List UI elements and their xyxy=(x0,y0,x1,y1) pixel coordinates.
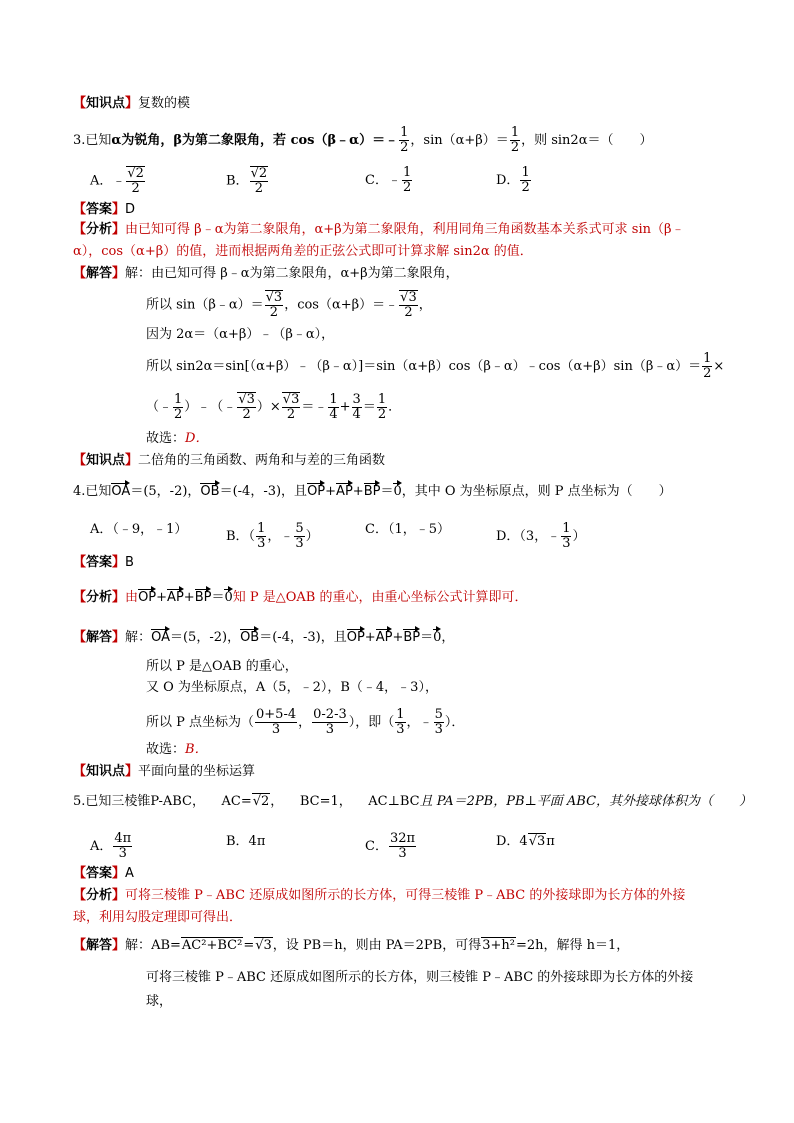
q3-solution-5: （﹣ $\frac{1}{2}$ ）﹣（﹣ $\frac{√3}{2}$ ）× $\frac{√3}{2}$ ＝﹣ $\frac{1}{4}$ + $\frac{3}{4}$ ＝ $\frac{1}{2}$ ． xyxy=(146,391,402,422)
q3-solution-2: 所以 sin（β﹣α）＝ $\frac{√3}{2}$ ，cos（α+β）＝﹣ $\frac{√3}{2}$ ， xyxy=(146,290,432,320)
q3-answer: D xyxy=(125,202,136,217)
q3-option-d: D． $\frac{1}{2}$ xyxy=(496,165,530,195)
q3-answer-line: 【答案】D xyxy=(73,202,136,217)
q4-choose: 故选：B． xyxy=(146,742,208,757)
q4-answer-line: 【答案】B xyxy=(73,555,134,570)
knowledge-tag: 知识点 xyxy=(86,96,126,111)
q3-choose: 故选：D． xyxy=(146,431,209,446)
q2-knowledge: 复数的模 xyxy=(138,96,191,111)
q4-knowledge-line: 【知识点】平面向量的坐标运算 xyxy=(73,764,256,779)
q3-analysis-1: 【分析】由已知可得 β﹣α为第二象限角，α+β为第二象限角，利用同角三角函数基本关系式可求 sin（β﹣ xyxy=(73,222,685,237)
q3-stem: 3.已知α为锐角，β为第二象限角，若 cos（β﹣α）＝﹣ $\frac{1}{2}$ ，sin（α+β）＝ $\frac{1}{2}$ ，则 sin2α＝（ ） xyxy=(73,125,653,155)
q5-solution-1: 【解答】解：AB=AC²+BC²=√3，设 PB＝h，则由 PA＝2PB，可得3+h²=2h，解得 h＝1， xyxy=(73,938,630,953)
q5-option-c: C． $\frac{32\pi}{3}$ xyxy=(365,831,416,861)
q4-analysis: 【分析】由OP+AP+BP＝0知 P 是△OAB 的重心，由重心坐标公式计算即可． xyxy=(73,590,528,605)
q4-option-d: D．（3，﹣ $\frac{1}{3}$ ） xyxy=(496,521,586,551)
q4-option-c: C．（1，﹣5） xyxy=(365,522,450,537)
q4-answer: B xyxy=(125,555,134,570)
q5-option-d: D．4√3π xyxy=(496,834,555,849)
q5-solution-3: 球， xyxy=(146,994,173,1009)
q5-answer-line: 【答案】A xyxy=(73,866,134,881)
q3-solution-1: 【解答】解：由已知可得 β﹣α为第二象限角，α+β为第二象限角， xyxy=(73,266,459,281)
q4-solution-2: 所以 P 是△OAB 的重心， xyxy=(146,659,298,674)
q3-knowledge-line: 【知识点】二倍角的三角函数、两角和与差的三角函数 xyxy=(73,453,386,468)
q5-solution-2: 可将三棱锥 P﹣ABC 还原成如图所示的长方体，则三棱锥 P﹣ABC 的外接球即为长方体的外接 xyxy=(146,970,694,985)
q5-analysis-2: 球，利用勾股定理即可得出． xyxy=(73,910,243,925)
q5-answer: A xyxy=(125,866,134,881)
q4-option-a: A．（﹣9，﹣1） xyxy=(90,522,188,537)
q4-solution-3: 又 O 为坐标原点，A（5，﹣2），B（﹣4，﹣3）， xyxy=(146,680,438,695)
q4-solution-4: 所以 P 点坐标为（ $\frac{0+5-4}{3}$ ， $\frac{0-2-3}{3}$ ），即（ $\frac{1}{3}$ ，﹣ $\frac{5}{3}$ ）． xyxy=(146,707,465,737)
q5-option-a: A． $\frac{4\pi}{3}$ xyxy=(90,831,132,861)
q5-option-b: B．4π xyxy=(226,834,266,849)
q4-stem: 4.已知OA＝(5，-2)，OB＝(-4，-3)，且OP+AP+BP＝0，其中 O 为坐标原点，则 P 点坐标为（ ） xyxy=(73,484,672,499)
q3-solution-4: 所以 sin2α＝sin[（α+β）﹣（β﹣α）]＝sin（α+β）cos（β﹣α）﹣cos（α+β）sin（β﹣α）＝ $\frac{1}{2}$ × xyxy=(146,351,725,381)
q4-solution-1: 【解答】解：OA＝(5，-2)，OB＝(-4，-3)，且OP+AP+BP＝0， xyxy=(73,630,455,645)
q3-option-a: A．﹣ $\frac{√2}{2}$ xyxy=(90,166,144,196)
q4-option-b: B．（ $\frac{1}{3}$ ，﹣ $\frac{5}{3}$ ） xyxy=(226,521,319,551)
q5-analysis-1: 【分析】可将三棱锥 P﹣ABC 还原成如图所示的长方体，可得三棱锥 P﹣ABC 的外接球即为长方体的外接 xyxy=(73,888,686,903)
q2-knowledge-line: 【知识点】复数的模 xyxy=(73,96,191,111)
q3-solution-3: 因为 2α＝（α+β）﹣（β﹣α）， xyxy=(146,327,335,342)
q3-option-b: B． $\frac{√2}{2}$ xyxy=(226,166,268,196)
q5-stem: 5.已知三棱锥P-ABC， AC=√2， BC=1， AC⊥BC且 PA＝2PB，PB⊥平面 ABC，其外接球体积为（ ） xyxy=(73,794,753,809)
q3-analysis-2: α），cos（α+β）的值，进而根据两角差的正弦公式即可计算求解 sin2α 的值． xyxy=(73,244,533,259)
q3-option-c: C．﹣ $\frac{1}{2}$ xyxy=(365,165,412,195)
